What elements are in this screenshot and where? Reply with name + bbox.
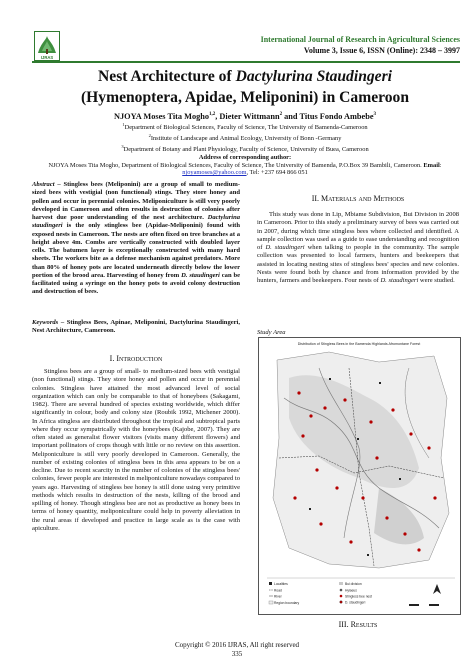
abstract: Abstract – Stingless bees (Meliponini) are a group of small to medium-sized bees with vestigial (non functional) stings. They store honey and pollen and occur in perennial colonies. Meliponiculture is still very poorly developed in Cameroon and often results in destruction of colonies after harvest due poor understanding of the nest architecture. Dactylurina staudingeri is the only stingless bee (Apidae-Meliponini) found with exposed nests in Cameroon. The nests are often fixed on tree branches at a height above 4m. Combs are vertically constructed with doubled layer cells. The batumen layer is exceptionally constructed with many hard sheets. The workers bite as a defense mechanism against predators. More than 80% of honey pots are located underneath directly below the lower portion of the brood area. Harvesting of honey from D. staudingeri can be facilitated using a syringe on the honey pots to avoid colony destruction and destruction of bees. — [32, 181, 241, 296]
map-caption: Distribution of Stingless Bees in the Bamenda Highlands Afromontane Forest — [297, 342, 421, 346]
affiliations: $^1$Department of Biological Sciences, Faculty of Science, The University of Bamenda-Cameroon $^2$Institute of Landscape and Animal Ecology, University of Bonn -Germany $^3$Department of Botany and Plant Physiology, Faculty of Science, University of Buea, Cameroon Address of corresponding author: NJOYA Moses Tita Mogho, Department of Biological Sciences, Faculty of Science, The University of Bamenda, P.O.Box 39 Bambili, Cameroon. Email: njoyamoses@yahoo.com, Tel: +237 694 866 051 — [48, 122, 442, 177]
keywords: Keywords – Stingless Bees, Apinae, Meliponini, Dactylurina Staudingeri, Nest Architecture, Cameroon. — [32, 319, 240, 335]
north-arrow-icon — [433, 584, 441, 594]
svg-text:Hylaeus: Hylaeus — [345, 588, 357, 593]
copyright: Copyright © 2016 IJRAS, All right reserved — [174, 641, 300, 649]
author-list: NJOYA Moses Tita Mogho$^{1,2}$, Dieter Wittmann$^2$ and Titus Fondo Ambebe$^3$ — [113, 111, 377, 121]
page-number: 335 — [231, 650, 243, 658]
svg-text:D. staudingeri: D. staudingeri — [345, 600, 366, 605]
methods-text: This study was done in Lip, Mbiame Subdivision, Bui Division in 2008 in Cameroon. Prior to this study a preliminary survey of bees was carried out in 2007, during which time stingless bees where collected and identified. A sample collection was used as a guide to ease understanding and recognition of D. staudingeri when talking to people in the community. The sample collection was presented to local farmers, hunters and beekeepers that assisted in locating nesting sites of stingless bees' species and new colonies. Nests were found both by chance and from information provided by the hunters, farmers and beekeepers. Four nests of D. staudingeri were studied. — [257, 211, 460, 284]
journal-logo — [34, 31, 60, 61]
section-heading-results: III. Results — [338, 620, 378, 629]
study-area-label: Study Area — [257, 329, 286, 336]
journal-volume: Volume 3, Issue 6, ISSN (Online): 2348 – 3997 — [303, 46, 460, 55]
svg-text:Road: Road — [274, 588, 282, 593]
svg-text:Region boundary: Region boundary — [274, 601, 300, 605]
section-heading-methods: II. Materials and Methods — [311, 194, 405, 203]
section-heading-introduction: I. Introduction — [109, 354, 163, 363]
journal-name: International Journal of Research in Agricultural Sciences — [260, 35, 460, 44]
svg-text:Localities: Localities — [274, 582, 288, 586]
introduction-text: Stingless bees are a group of small- to medium-sized bees with vestigial (non functional) stings. They store honey and pollen and occur in perennial colonies. Stingless have attained the most advanced level of social organization which can only be comparable to that of honeybees (Sakagami, 1982). There are several hundred of species existing worldwide, which differ significantly in colour, body and colony size (Roubik 1992, Michener 2000). In Africa stingless are distributed throughout the tropical and subtropical parts where they occur sympatrically with the honeybees (Kajobe, 2007). They are often stated as generalist flower visitors (visits many different flowers) and important pollinators of crops though with little or no review on this assertion. Meliponiculture is still very poorly developed in Cameroon. Generally, the number of existing colonies of stingless bees in this area appears to be on a decline. Due to recent scarcity in the number of colonies of the stingless bees' colonies, fewer people are interested in meliponiculture nowadays compared to years ago. Harvesting of stingless bee honey is still done using very primitive methods which results in destruction of the nests, killing of the brood and spilling of honey. Though stingless bee are not as productive as honey bees in terms of honey quantity, meliponiculture could help in poverty alleviation in the rural areas if developed and practice in large scale as is the case with apiculture. — [32, 368, 240, 532]
email-link[interactable]: njoyamoses@yahoo.com — [182, 169, 247, 177]
journal-header — [261, 34, 460, 56]
svg-text:IJRAS: IJRAS — [40, 55, 54, 60]
paper-title: Nest Architecture of Dactylurina Staudingeri (Hymenoptera, Apidae, Meliponini) in Cameroon — [80, 68, 410, 106]
svg-text:Bui division: Bui division — [345, 582, 362, 586]
map-legend — [267, 578, 455, 606]
svg-text:Stingless bee nest: Stingless bee nest — [345, 594, 372, 599]
header-divider — [32, 61, 460, 63]
study-area-map — [258, 337, 461, 615]
page-footer — [0, 641, 474, 659]
svg-text:River: River — [274, 594, 282, 599]
